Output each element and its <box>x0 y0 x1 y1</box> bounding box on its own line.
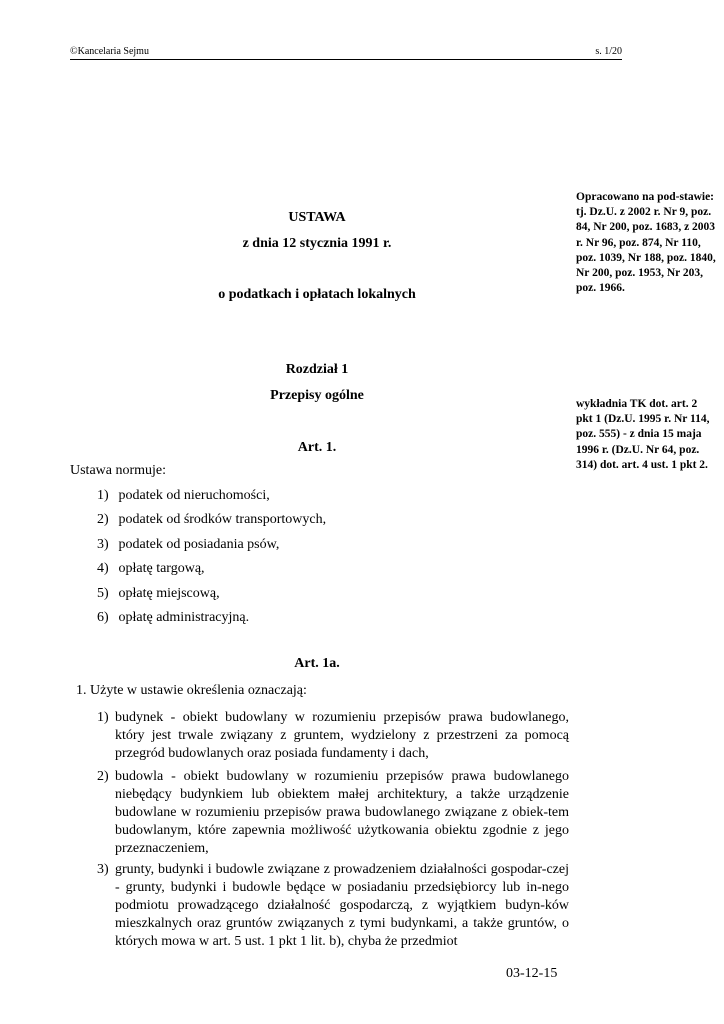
list-item: 5) opłatę miejscową, <box>97 585 220 601</box>
list-item: 4) opłatę targową, <box>97 561 205 577</box>
article-1-list <box>97 487 326 633</box>
definition-item-building: 1) budynek - obiekt budowlany w rozumieniu przepisów prawa budowlanego, który jest trwale związany z gruntem, wydzielony z przestrzeni za pomocą przegród budowlanych oraz posiada fundamenty i dach, <box>97 710 569 761</box>
article-1-heading: Art. 1. <box>297 440 337 455</box>
page-number: s. 1/20 <box>595 46 622 57</box>
footer-date-code: 03-12-15 <box>506 966 558 981</box>
list-item: 1) podatek od nieruchomości, <box>97 488 270 503</box>
publisher-label: ©Kancelaria Sejmu <box>70 46 149 57</box>
list-item: 6) opłatę administracyjną. <box>97 609 250 625</box>
article-1a-paragraph-1: 1. Użyte w ustawie określenia oznaczają: <box>76 683 307 698</box>
act-subject: o podatkach i opłatach lokalnych <box>218 287 416 302</box>
act-date: z dnia 12 stycznia 1991 r. <box>242 236 392 251</box>
definition-item-structure: 2) budowla - obiekt budowlany w rozumieniu przepisów prawa budowlanego niebędący budynkiem lub obiektem małej architektury, a także urządzenie budowlane w rozumieniu przepisów prawa budowlanego związane z obiek-tem budowlanym, które zapewnia możliwość użytkowania obiektu zgodnie z jego przeznaczeniem, <box>97 769 569 856</box>
list-item: 3) podatek od posiadania psów, <box>97 536 280 552</box>
page-header <box>70 46 622 60</box>
definition-item-business-property: 3) grunty, budynki i budowle związane z prowadzeniem działalności gospodar-czej - grunty, budynki i budowle będące w posiadaniu przedsiębiorcy lub in-nego podmiotu prowadzącego działalność gospodarczą, z wyjątkiem budyn-ków mieszkalnych oraz gruntów związanych z tymi budynkami, a także gruntów, o których mowa w art. 5 ust. 1 pkt 1 lit. b), chyba że przedmiot <box>97 862 569 949</box>
act-title: USTAWA <box>288 210 346 225</box>
article-1a-heading: Art. 1a. <box>294 656 340 671</box>
chapter-number: Rozdział 1 <box>285 362 349 377</box>
chapter-title: Przepisy ogólne <box>270 388 364 403</box>
article-1-intro: Ustawa normuje: <box>70 463 167 478</box>
margin-note-source: Opracowano na pod-stawie: tj. Dz.U. z 2002 r. Nr 9, poz. 84, Nr 200, poz. 1683, z 2003 r. Nr 96, poz. 874, Nr 110, poz. 1039, Nr 188, poz. 1840, Nr 200, poz. 1953, Nr 203, poz. 1966. <box>576 191 716 295</box>
margin-note-interpretation: wykładnia TK dot. art. 2 pkt 1 (Dz.U. 1995 r. Nr 114, poz. 555) - z dnia 15 maja 1996 r. (Dz.U. Nr 64, poz. 314) dot. art. 4 ust. 1 pkt 2. <box>576 398 710 471</box>
list-item: 2) podatek od środków transportowych, <box>97 512 327 528</box>
